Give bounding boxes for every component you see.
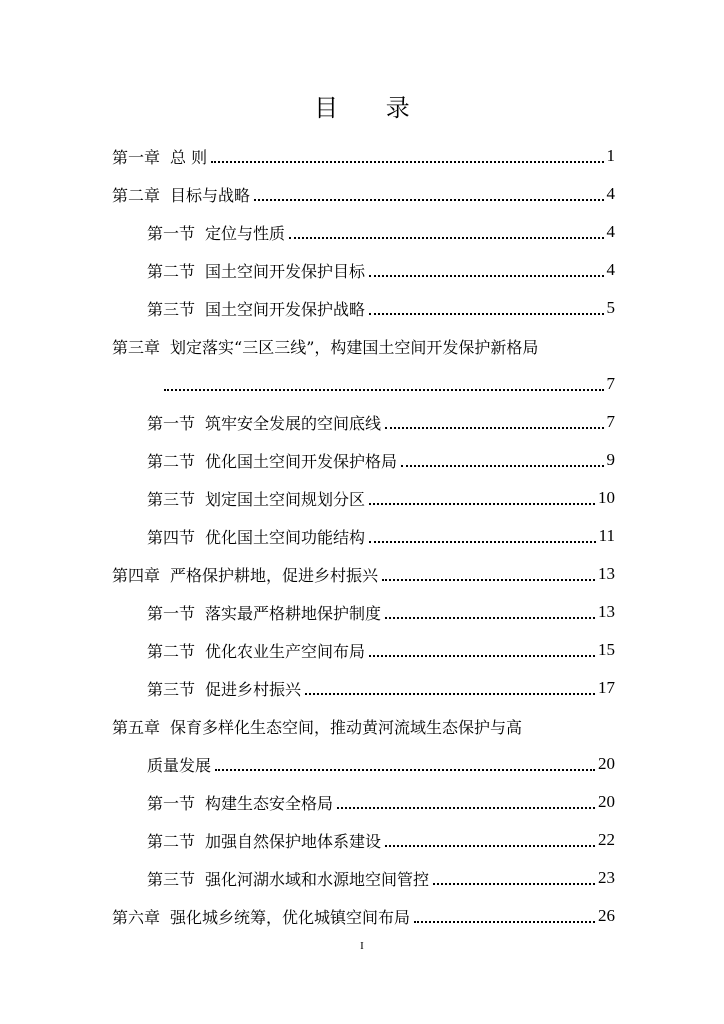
toc-entry-title: 国土空间开发保护目标 xyxy=(205,261,366,281)
toc-section-entry[interactable] xyxy=(0,859,724,897)
dot-leader xyxy=(289,236,603,239)
toc-page-number: 7 xyxy=(606,412,615,431)
toc-entry-title: 落实最严格耕地保护制度 xyxy=(205,603,382,623)
toc-entry-title: 划定落实“三区三线”，构建国土空间开发保护新格局 xyxy=(170,337,539,357)
toc-entry-label xyxy=(147,411,381,434)
dot-leader xyxy=(369,274,603,277)
dot-leader xyxy=(211,160,603,163)
page-title: 目 录 xyxy=(314,94,430,122)
toc-section-entry[interactable] xyxy=(0,479,724,517)
toc-entry-number: 第二章 xyxy=(112,185,161,205)
toc-section-entry[interactable] xyxy=(0,517,724,555)
toc-chapter-entry[interactable] xyxy=(0,897,724,935)
toc-entry-label xyxy=(147,867,429,890)
dot-leader xyxy=(164,388,604,391)
toc-page-number: 7 xyxy=(606,374,615,393)
toc-entry-label xyxy=(112,335,538,358)
toc-section-entry[interactable] xyxy=(0,669,724,707)
toc-chapter-entry[interactable] xyxy=(0,175,724,213)
toc-entry-number: 第一节 xyxy=(147,413,196,433)
toc-entry-title: 划定国土空间规划分区 xyxy=(205,489,366,509)
toc-entry-number: 第三节 xyxy=(147,679,196,699)
toc-page-number: 9 xyxy=(606,450,615,469)
toc-page-number: 13 xyxy=(598,564,615,583)
toc-entry-title: 筑牢安全发展的空间底线 xyxy=(205,413,382,433)
toc-page-number: 13 xyxy=(598,602,615,621)
toc-entry-number: 第二节 xyxy=(147,641,196,661)
toc-page-number: 20 xyxy=(598,792,615,811)
toc-entry-number: 第一节 xyxy=(147,603,196,623)
dot-leader xyxy=(369,654,595,657)
toc-entry-number: 第三节 xyxy=(147,489,196,509)
dot-leader xyxy=(414,920,595,923)
toc-page-number: 1 xyxy=(606,146,615,165)
toc-page-number: 17 xyxy=(598,678,615,697)
toc-entry-number: 第二节 xyxy=(147,451,196,471)
toc-section-entry[interactable] xyxy=(0,783,724,821)
toc-entry-title: 优化农业生产空间布局 xyxy=(205,641,366,661)
toc-chapter-entry[interactable] xyxy=(0,137,724,175)
toc-page-number: 4 xyxy=(606,222,615,241)
toc-entry-label xyxy=(147,449,397,472)
toc-entry-label xyxy=(112,183,250,206)
dot-leader xyxy=(385,844,595,847)
toc-entry-title: 优化国土空间开发保护格局 xyxy=(205,451,398,471)
toc-entry-label xyxy=(112,715,522,738)
toc-page-number: 20 xyxy=(598,754,615,773)
toc-entry-number: 第二节 xyxy=(147,831,196,851)
toc-entry-number: 第二节 xyxy=(147,261,196,281)
toc-entry-label xyxy=(147,525,365,548)
toc-section-entry[interactable] xyxy=(0,593,724,631)
toc-entry-label xyxy=(112,145,207,168)
toc-section-entry[interactable] xyxy=(0,441,724,479)
toc-page-number: 11 xyxy=(598,526,615,545)
toc-entry-label xyxy=(147,791,333,814)
toc-entry-label xyxy=(112,905,410,928)
toc-entry-title: 促进乡村振兴 xyxy=(205,679,302,699)
toc-page-number: 23 xyxy=(598,868,615,887)
toc-section-entry[interactable] xyxy=(0,251,724,289)
toc-page-number: 4 xyxy=(606,184,615,203)
toc-entry-title: 优化国土空间功能结构 xyxy=(205,527,366,547)
toc-section-entry[interactable] xyxy=(0,821,724,859)
toc-entry-number: 第三节 xyxy=(147,869,196,889)
toc-entry-title: 国土空间开发保护战略 xyxy=(205,299,366,319)
toc-entry-title: 强化城乡统筹，优化城镇空间布局 xyxy=(170,907,411,927)
toc-entry-label xyxy=(147,221,285,244)
toc-page-number: 5 xyxy=(606,298,615,317)
toc-entry-number: 第一节 xyxy=(147,223,196,243)
toc-chapter-entry[interactable] xyxy=(0,555,724,593)
toc-entry-number: 第四节 xyxy=(147,527,196,547)
toc-entry-label xyxy=(147,297,365,320)
dot-leader xyxy=(305,692,595,695)
toc-entry-label xyxy=(112,563,378,586)
toc-chapter-entry[interactable] xyxy=(0,745,724,783)
dot-leader xyxy=(369,540,596,543)
dot-leader xyxy=(385,426,603,429)
toc-entry-number: 第四章 xyxy=(112,565,161,585)
toc-entry-title: 构建生态安全格局 xyxy=(205,793,334,813)
dot-leader xyxy=(401,464,603,467)
toc-entry-title: 强化河湖水域和水源地空间管控 xyxy=(205,869,430,889)
toc-entry-title: 定位与性质 xyxy=(205,223,286,243)
dot-leader xyxy=(385,616,595,619)
dot-leader xyxy=(433,882,595,885)
toc-entry-label xyxy=(147,639,365,662)
toc-entry-label xyxy=(147,677,301,700)
dot-leader xyxy=(369,312,603,315)
dot-leader xyxy=(215,768,595,771)
toc-entry-label xyxy=(147,753,211,776)
toc-entry-number: 第三章 xyxy=(112,337,161,357)
page-number-footer: I xyxy=(360,940,364,952)
toc-section-entry[interactable] xyxy=(0,213,724,251)
toc-entry-title: 保育多样化生态空间，推动黄河流域生态保护与高 xyxy=(170,717,523,737)
toc-entry-label xyxy=(147,259,365,282)
toc-entry-label xyxy=(147,487,365,510)
toc-entry-number: 第三节 xyxy=(147,299,196,319)
dot-leader xyxy=(337,806,595,809)
dot-leader xyxy=(254,198,603,201)
toc-section-entry[interactable] xyxy=(0,403,724,441)
toc-section-entry[interactable] xyxy=(0,631,724,669)
toc-entry-title: 质量发展 xyxy=(147,755,212,775)
toc-chapter-entry[interactable] xyxy=(0,365,724,403)
dot-leader xyxy=(369,502,595,505)
toc-section-entry[interactable] xyxy=(0,289,724,327)
toc-entry-title: 严格保护耕地，促进乡村振兴 xyxy=(170,565,379,585)
table-of-contents xyxy=(0,137,724,935)
toc-chapter-entry[interactable] xyxy=(0,707,724,745)
toc-entry-title: 加强自然保护地体系建设 xyxy=(205,831,382,851)
toc-entry-number: 第一章 xyxy=(112,147,161,167)
toc-entry-number: 第五章 xyxy=(112,717,161,737)
toc-page-number: 10 xyxy=(598,488,615,507)
toc-entry-title: 目标与战略 xyxy=(170,185,251,205)
toc-page-number: 22 xyxy=(598,830,615,849)
toc-entry-label xyxy=(147,601,381,624)
dot-leader xyxy=(382,578,595,581)
toc-entry-number: 第六章 xyxy=(112,907,161,927)
toc-entry-title: 总 则 xyxy=(170,147,208,167)
toc-page-number: 15 xyxy=(598,640,615,659)
toc-page-number: 26 xyxy=(598,906,615,925)
toc-chapter-entry[interactable] xyxy=(0,327,724,365)
toc-page-number: 4 xyxy=(606,260,615,279)
toc-entry-label xyxy=(147,829,381,852)
toc-entry-number: 第一节 xyxy=(147,793,196,813)
